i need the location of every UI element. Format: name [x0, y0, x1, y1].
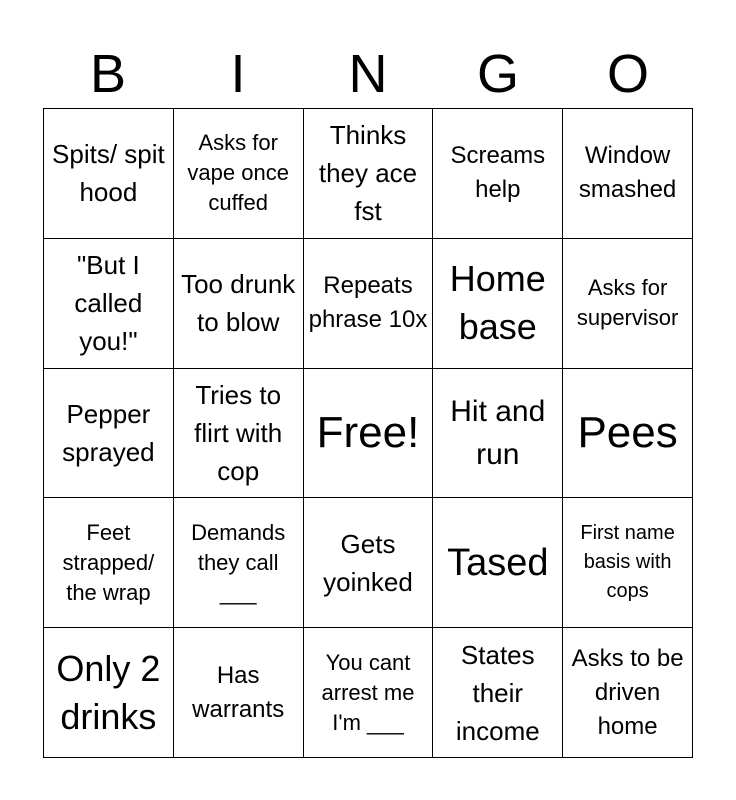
cell-text: Pepper sprayed: [62, 398, 155, 467]
bingo-cell[interactable]: [44, 498, 174, 628]
cell-text: Has warrants: [192, 661, 285, 723]
bingo-cell[interactable]: [563, 239, 693, 369]
header-letter-i: I: [230, 44, 246, 104]
cell-text: Window smashed: [578, 142, 677, 204]
cell-text: Feet strapped/ the wrap: [62, 519, 155, 605]
cell-text: First name basis with cops: [580, 522, 675, 603]
cell-text: Tries to flirt with cop: [194, 379, 283, 486]
bingo-cell[interactable]: [304, 109, 434, 239]
cell-text: Spits/ spit hood: [52, 139, 165, 208]
header-letter-g: G: [476, 44, 519, 104]
cell-text: Home base: [449, 258, 546, 348]
bingo-cell[interactable]: [44, 628, 174, 758]
cell-text: Asks for supervisor: [576, 275, 679, 331]
bingo-cell[interactable]: [433, 109, 563, 239]
cell-text: Too drunk to blow: [181, 269, 296, 338]
bingo-cell[interactable]: [563, 628, 693, 758]
cell-text: Repeats phrase 10x: [308, 272, 428, 334]
cell-text: Pees: [577, 407, 678, 457]
bingo-cell[interactable]: [174, 369, 304, 499]
cell-text: Free!: [316, 407, 420, 457]
cell-text: Thinks they ace fst: [318, 120, 418, 227]
bingo-cell[interactable]: [174, 109, 304, 239]
cell-text: Tased: [447, 541, 549, 584]
bingo-cell[interactable]: [563, 498, 693, 628]
bingo-cell[interactable]: [433, 498, 563, 628]
cell-text: Gets yoinked: [323, 528, 413, 597]
bingo-cell[interactable]: [433, 628, 563, 758]
bingo-header: [43, 40, 693, 108]
cell-text: Screams help: [450, 142, 546, 204]
cell-text: Demands they call ___: [191, 519, 286, 605]
bingo-board: [43, 108, 693, 758]
bingo-cell[interactable]: [304, 498, 434, 628]
bingo-cell[interactable]: [433, 239, 563, 369]
free-space[interactable]: [304, 369, 434, 499]
cell-text: Asks for vape once cuffed: [187, 130, 289, 216]
bingo-cell[interactable]: [563, 109, 693, 239]
bingo-cell[interactable]: [44, 239, 174, 369]
bingo-cell[interactable]: [44, 369, 174, 499]
cell-text: States their income: [455, 639, 540, 746]
cell-text: "But I called you!": [74, 250, 143, 357]
bingo-cell[interactable]: [433, 369, 563, 499]
bingo-cell[interactable]: [174, 628, 304, 758]
cell-text: Asks to be driven home: [571, 644, 684, 740]
header-letter-n: N: [348, 44, 388, 104]
bingo-cell[interactable]: [44, 109, 174, 239]
header-letter-b: B: [89, 44, 127, 104]
cell-text: You cant arrest me I'm ___: [321, 649, 415, 735]
bingo-cell[interactable]: [304, 628, 434, 758]
bingo-cell[interactable]: [174, 498, 304, 628]
cell-text: Only 2 drinks: [56, 647, 161, 737]
bingo-cell[interactable]: [304, 239, 434, 369]
header-letter-o: O: [606, 44, 649, 104]
bingo-cell[interactable]: [174, 239, 304, 369]
cell-text: Hit and run: [450, 394, 546, 471]
bingo-cell[interactable]: [563, 369, 693, 499]
